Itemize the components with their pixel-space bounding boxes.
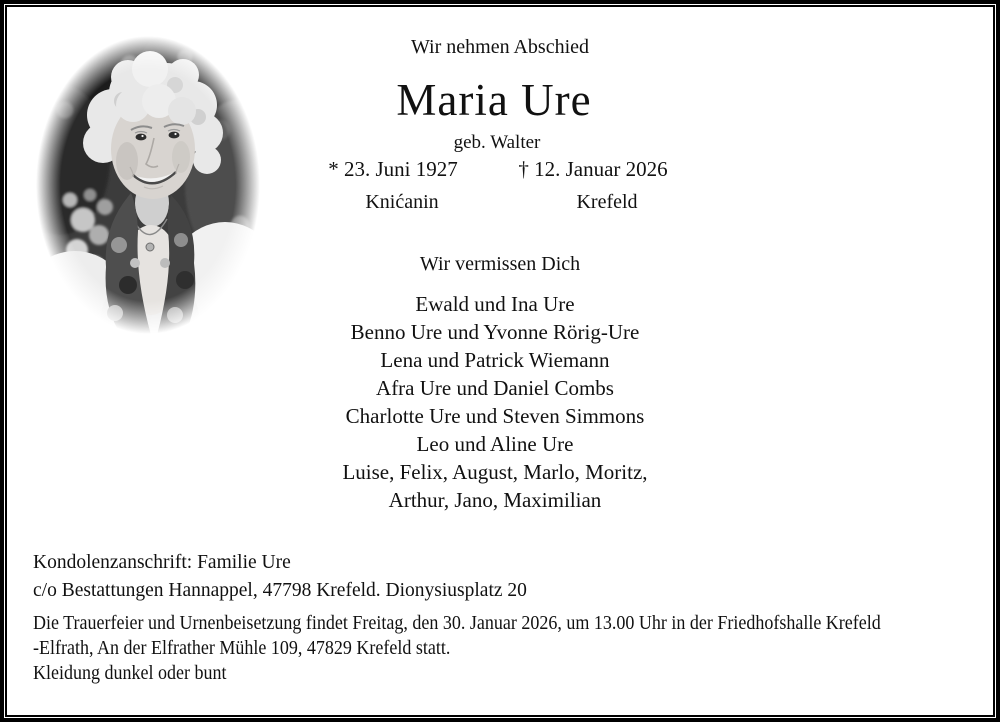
mourner-line: Luise, Felix, August, Marlo, Moritz,: [342, 460, 648, 484]
mourners-list: [342, 290, 647, 514]
portrait-photo-art: [35, 35, 261, 335]
condolence-address: [33, 549, 527, 604]
mourner-line: Leo und Aline Ure: [416, 432, 574, 456]
portrait-photo: [35, 35, 261, 335]
funeral-line: Die Trauerfeier und Urnenbeisetzung findet Freitag, den 30. Januar 2026, um 13.00 Uhr in der Friedhofshalle Krefeld: [33, 612, 881, 634]
birth-place: Knićanin: [365, 191, 439, 213]
death-place: Krefeld: [576, 191, 638, 213]
mourner-line: Lena und Patrick Wiemann: [380, 348, 610, 372]
death-date: † 12. Januar 2026: [518, 157, 668, 181]
mourner-line: Ewald und Ina Ure: [415, 292, 575, 316]
mourner-line: Charlotte Ure und Steven Simmons: [345, 404, 645, 428]
funeral-info: [33, 611, 881, 686]
birth-date: * 23. Juni 1927: [328, 157, 458, 181]
deceased-name: Maria Ure: [396, 75, 592, 125]
farewell-line: Wir nehmen Abschied: [410, 36, 590, 58]
funeral-line: -Elfrath, An der Elfrather Mühle 109, 47829 Krefeld statt.: [33, 637, 451, 659]
maiden-name: geb. Walter: [453, 132, 541, 153]
missing-line: Wir vermissen Dich: [419, 253, 581, 275]
mourner-line: Afra Ure und Daniel Combs: [376, 376, 614, 400]
mourner-line: Benno Ure und Yvonne Rörig-Ure: [350, 320, 640, 344]
condolence-line: c/o Bestattungen Hannappel, 47798 Krefeld. Dionysiusplatz 20: [33, 579, 527, 601]
condolence-line: Kondolenzanschrift: Familie Ure: [33, 552, 291, 573]
dress-code-line: Kleidung dunkel oder bunt: [33, 662, 227, 684]
mourner-line: Arthur, Jano, Maximilian: [388, 488, 602, 512]
